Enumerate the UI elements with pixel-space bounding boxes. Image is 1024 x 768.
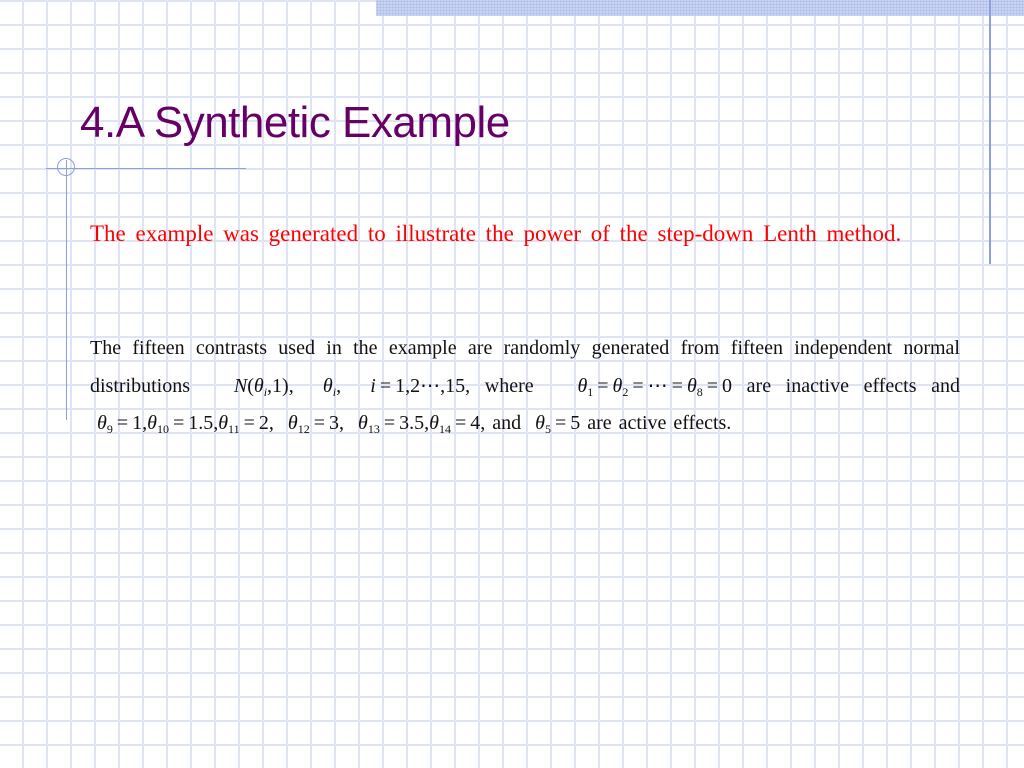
inactive-theta-formula: $\theta_1 = \theta_2$ = ⋯ = $\theta_8 = 0$ [577,374,733,399]
left-vertical-rule [66,160,67,420]
description-text [90,330,960,443]
active-theta-formula: $\theta_9 = 1,\theta_{10} = 1.5,\theta_{11} = 2$, $\theta_{12} = 3$, $\theta_{13} = 3.5,\theta_{14} = 4$, [97,412,486,436]
theta-5-formula: $\theta_5 = 5$ [535,412,581,436]
description-part-1: The fifteen contrasts used in the example are randomly generated from fifteen independent normal distributions [90,337,960,397]
header-band [376,0,1024,16]
slide-title: 4.A Synthetic Example [80,98,510,147]
right-vertical-rule [989,0,991,264]
description-part-5: are active effects. [587,412,732,434]
description-part-3: are inactive effects and [746,374,960,397]
intro-text: The example was generated to illustrate the power of the step-down Lenth method. [90,221,902,246]
description-part-2: where [484,374,534,397]
ring-ornament-icon [57,158,75,176]
normal-distribution-formula: $N(\theta_i,1)$, $\theta_i$, i = 1,2⋯,15, [233,374,471,399]
title-underline-rule [46,168,246,169]
description-part-4: and [492,412,522,434]
